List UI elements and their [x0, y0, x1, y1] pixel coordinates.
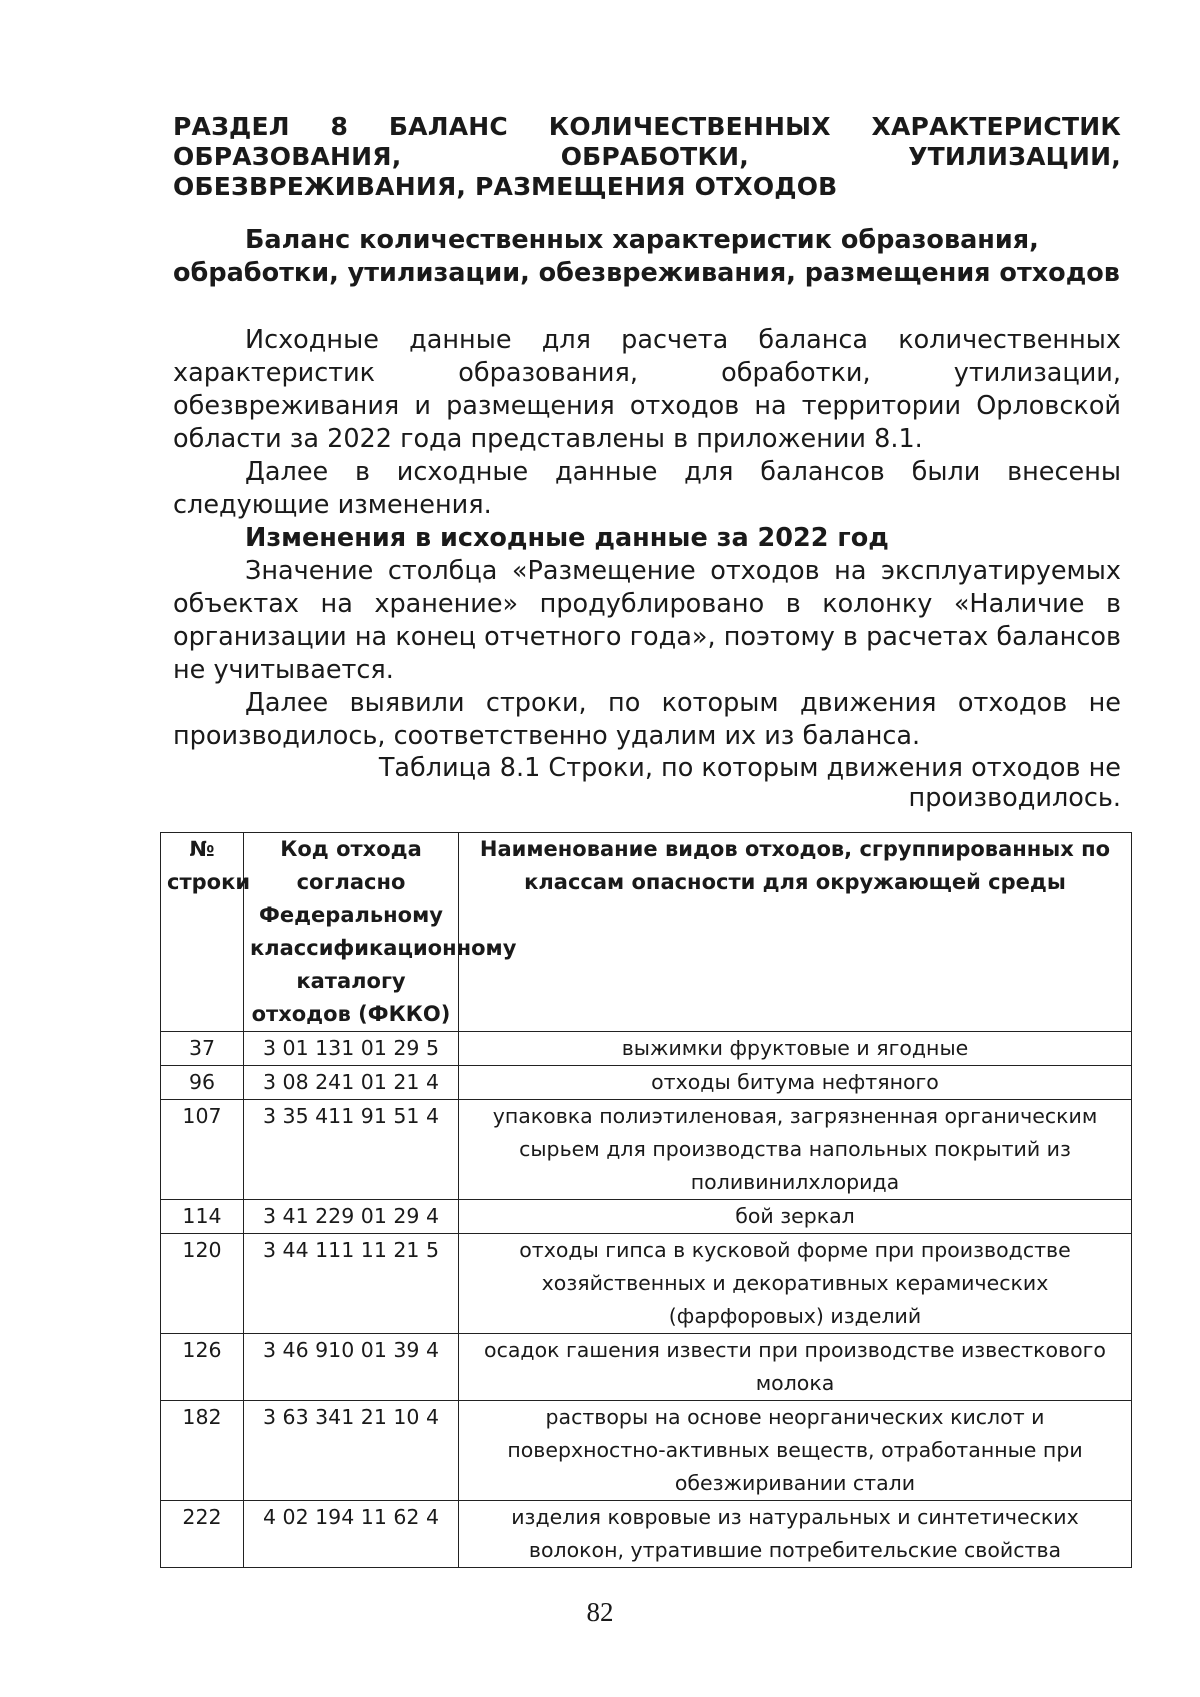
- table-row: [161, 1234, 1132, 1334]
- cell-row-number: 182: [161, 1401, 244, 1501]
- subtitle-line-2: обработки, утилизации, обезвреживания, размещения отходов: [173, 258, 1120, 288]
- cell-waste-name: осадок гашения извести при производстве известкового молока: [459, 1334, 1132, 1401]
- cell-waste-name: отходы гипса в кусковой форме при производстве хозяйственных и декоративных керамических (фарфоровых) изделий: [459, 1234, 1132, 1334]
- cell-waste-name: изделия ковровые из натуральных и синтетических волокон, утратившие потребительские свойства: [459, 1501, 1132, 1568]
- paragraph-source-data: Исходные данные для расчета баланса количественных характеристик образования, обработки, утилизации, обезвреживания и размещения отходов на территории Орловской области за 2022 года представлены в приложении 8.1.: [173, 325, 1121, 454]
- table-caption-line-1: Таблица 8.1 Строки, по которым движения отходов не: [378, 753, 1121, 783]
- cell-row-number: 126: [161, 1334, 244, 1401]
- cell-row-number: 222: [161, 1501, 244, 1568]
- table-header-row: [161, 833, 1132, 1032]
- cell-waste-name: растворы на основе неорганических кислот и поверхностно-активных веществ, отработанные при обезжиривании стали: [459, 1401, 1132, 1501]
- cell-waste-name: отходы битума нефтяного: [459, 1066, 1132, 1100]
- changes-heading: Изменения в исходные данные за 2022 год: [245, 523, 889, 553]
- cell-waste-name: выжимки фруктовые и ягодные: [459, 1032, 1132, 1066]
- paragraph-column-duplicate: Значение столбца «Размещение отходов на эксплуатируемых объектах на хранение» продублировано в колонку «Наличие в организации на конец отчетного года», поэтому в расчетах балансов не учитывается.: [173, 556, 1121, 685]
- header-row-number: № строки: [161, 833, 244, 1032]
- cell-row-number: 114: [161, 1200, 244, 1234]
- table-row: [161, 1401, 1132, 1501]
- waste-table: [160, 832, 1132, 1568]
- table-caption-line-2: производилось.: [908, 783, 1121, 813]
- table-row: [161, 1334, 1132, 1401]
- table-row: [161, 1200, 1132, 1234]
- cell-waste-code: 3 08 241 01 21 4: [244, 1066, 459, 1100]
- cell-waste-code: 3 35 411 91 51 4: [244, 1100, 459, 1200]
- paragraph-rows-removed: Далее выявили строки, по которым движения отходов не производилось, соответственно удалим их из баланса.: [173, 688, 1121, 751]
- cell-row-number: 96: [161, 1066, 244, 1100]
- table-row: [161, 1100, 1132, 1200]
- cell-waste-code: 4 02 194 11 62 4: [244, 1501, 459, 1568]
- subtitle-line-1: Баланс количественных характеристик образования,: [245, 225, 1039, 255]
- table-row: [161, 1066, 1132, 1100]
- table-caption: [173, 753, 1121, 813]
- cell-waste-code: 3 01 131 01 29 5: [244, 1032, 459, 1066]
- paragraph-changes-intro: Далее в исходные данные для балансов были внесены следующие изменения.: [173, 457, 1121, 520]
- cell-waste-name: бой зеркал: [459, 1200, 1132, 1234]
- header-waste-code: Код отхода согласно Федеральному классификационному каталогу отходов (ФККО): [244, 833, 459, 1032]
- table-row: [161, 1501, 1132, 1568]
- cell-waste-code: 3 44 111 11 21 5: [244, 1234, 459, 1334]
- section-title: РАЗДЕЛ 8 БАЛАНС КОЛИЧЕСТВЕННЫХ ХАРАКТЕРИСТИК ОБРАЗОВАНИЯ, ОБРАБОТКИ, УТИЛИЗАЦИИ, ОБЕЗВРЕЖИВАНИЯ, РАЗМЕЩЕНИЯ ОТХОДОВ: [173, 112, 1121, 201]
- cell-waste-code: 3 41 229 01 29 4: [244, 1200, 459, 1234]
- header-waste-name: Наименование видов отходов, сгруппированных по классам опасности для окружающей среды: [459, 833, 1132, 1032]
- cell-waste-name: упаковка полиэтиленовая, загрязненная органическим сырьем для производства напольных покрытий из поливинилхлорида: [459, 1100, 1132, 1200]
- document-page: [173, 112, 1121, 813]
- cell-row-number: 37: [161, 1032, 244, 1066]
- section-subtitle: [173, 224, 1121, 290]
- table-row: [161, 1032, 1132, 1066]
- cell-row-number: 107: [161, 1100, 244, 1200]
- cell-waste-code: 3 46 910 01 39 4: [244, 1334, 459, 1401]
- page-number: 82: [586, 1597, 614, 1627]
- cell-row-number: 120: [161, 1234, 244, 1334]
- cell-waste-code: 3 63 341 21 10 4: [244, 1401, 459, 1501]
